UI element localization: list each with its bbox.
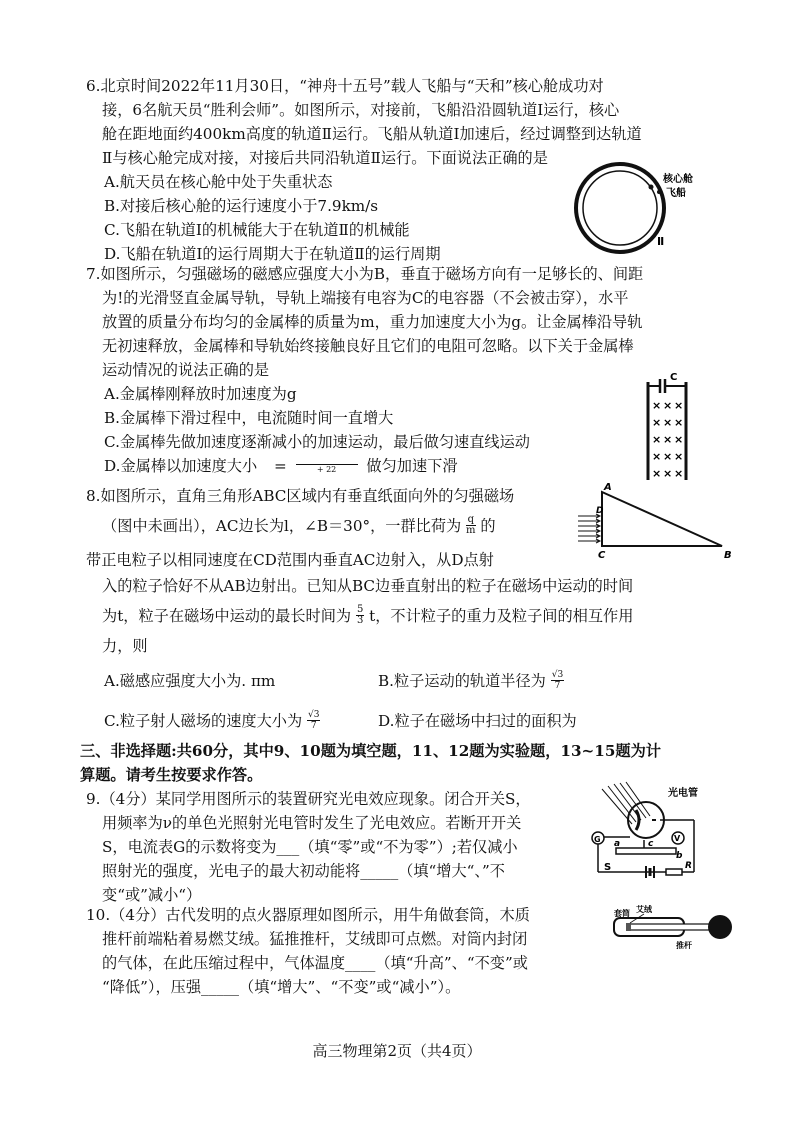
q8-time-denominator: 3	[356, 614, 364, 626]
q6-fig-core-label: 核心舱	[663, 174, 693, 185]
page-footer: 高三物理第2页（共4页）	[312, 1042, 482, 1060]
q8-time-numerator: 5	[356, 603, 364, 615]
q9-fig-resistor-label: R	[685, 861, 692, 871]
q7-field-cross: ×	[652, 450, 662, 463]
q8-line-5	[102, 605, 633, 628]
q7-line-4: 无初速释放，金属棒和导轨始终接触良好且它们的电阻可忽略。以下关于金属棒	[102, 337, 634, 355]
q7-field-cross: ×	[652, 467, 662, 480]
q9-fig-switch-label: S	[604, 862, 612, 873]
q8-fig-label-b: B	[724, 550, 732, 561]
q8-ratio-numerator: q	[467, 513, 474, 525]
q9-fig-title: 光电管	[668, 788, 698, 799]
q8-triangle-figure	[578, 482, 738, 561]
q8-line-1: 8.如图所示，直角三角形ABC区域内有垂直纸面向外的匀强磁场	[86, 487, 515, 505]
q8-option-c-denominator: 7	[310, 720, 317, 731]
q8-line-5-prefix: 为t，粒子在磁场中运动的最长时间为	[102, 607, 352, 625]
q7-option-b: B.金属棒下滑过程中，电流随时间一直增大	[104, 409, 394, 427]
q6-option-a: A.航天员在核心舱中处于失重状态	[104, 173, 333, 191]
q7-field-cross: ×	[674, 416, 684, 429]
q7-option-d-prefix: D.金属棒以加速度大小	[104, 457, 258, 475]
q8-line-6: 力，则	[102, 637, 148, 655]
q10-fire-piston-figure	[612, 906, 732, 950]
q6-line-1: 6.北京时间2022年11月30日，“神舟十五号”载人飞船与“天和”核心舱成功对	[86, 77, 604, 95]
q8-option-c	[104, 710, 320, 733]
q6-option-c: C.飞船在轨道Ⅰ的机械能大于在轨道Ⅱ的机械能	[104, 221, 410, 239]
q7-field-cross: ×	[663, 399, 673, 412]
q8-fig-label-d: D	[596, 506, 604, 516]
q7-line-3: 放置的质量分布均匀的金属棒的质量为m，重力加速度大小为g。让金属棒沿导轨	[102, 313, 643, 331]
q7-option-a: A.金属棒刚释放时加速度为g	[104, 385, 297, 403]
q6-line-3: 舱在距地面约400km高度的轨道Ⅱ运行。飞船从轨道Ⅰ加速后，经过调整到达轨道	[102, 125, 642, 143]
q9-line-4: 照射光的强度，光电子的最大初动能将_____（填“增大“、”不	[102, 862, 505, 880]
q8-line-2	[102, 515, 496, 538]
q10-fig-tube-label: 套筒	[614, 909, 630, 918]
q6-fig-orbit-label: Ⅱ	[657, 235, 665, 248]
q10-line-3: 的气体，在此压缩过程中，气体温度____（填“升高”、“不变”或	[102, 954, 528, 972]
q7-field-cross: ×	[674, 433, 684, 446]
q6-option-b: B.对接后核心舱的运行速度小于7.9km/s	[104, 197, 379, 215]
section3-heading-line-1: 三、非选择题:共60分，其中9、10题为填空题，11、12题为实验题，13~15题为计	[80, 742, 661, 760]
q6-line-2: 接，6名航天员“胜利会师”。如图所示，对接前，飞船沿沿圆轨道Ⅰ运行，核心	[102, 101, 620, 119]
q7-field-cross: ×	[652, 416, 662, 429]
q8-option-d: D.粒子在磁场中扫过的面积为	[378, 712, 577, 730]
q9-line-2: 用频率为ν的单色光照射光电管时发生了光电效应。若断开开关	[102, 814, 522, 832]
q7-fig-capacitor-label: C	[670, 372, 678, 383]
q10-fig-rod-label: 推杆	[676, 941, 692, 950]
q7-option-d-denominator: + 22	[316, 465, 337, 474]
q8-option-b-denominator: 7	[554, 680, 561, 691]
q7-option-c: C.金属棒先做加速度逐渐减小的加速运动，最后做匀速直线运动	[104, 433, 530, 451]
q7-field-cross: ×	[663, 416, 673, 429]
q6-orbit-figure	[560, 160, 693, 255]
q7-field-cross: ×	[663, 433, 673, 446]
q8-line-4: 入的粒子恰好不从AB边射出。已知从BC边垂直射出的粒子在磁场中运动的时间	[102, 577, 634, 595]
q7-option-d-suffix: 做匀加速下滑	[366, 457, 458, 475]
q6-fig-ship-label: 飞船	[666, 188, 686, 199]
q7-field-cross: ×	[674, 450, 684, 463]
q7-rail-figure	[634, 372, 694, 482]
q9-fig-voltmeter-label: V	[674, 834, 681, 843]
q8-ratio-denominator: m	[466, 524, 476, 536]
q7-option-d-equals: =	[273, 457, 287, 475]
q7-field-cross: ×	[652, 433, 662, 446]
q9-photoelectric-figure	[586, 780, 706, 885]
q8-option-c-prefix: C.粒子射人磁场的速度大小为	[104, 712, 303, 730]
q6-option-d: D.飞船在轨道Ⅰ的运行周期大于在轨道Ⅱ的运行周期	[104, 245, 441, 263]
q8-line-2-prefix: （图中未画出），AC边长为l，∠B＝30°，一群比荷为	[102, 517, 462, 535]
q8-line-5-suffix: t，不计粒子的重力及粒子间的相互作用	[369, 607, 634, 625]
q8-option-c-numerator: √3	[308, 709, 320, 720]
q7-field-cross: ×	[663, 450, 673, 463]
section3-heading-line-2: 算题。请考生按要求作答。	[80, 766, 263, 784]
q7-field-cross: ×	[674, 399, 684, 412]
q8-option-b	[378, 670, 564, 693]
q9-line-3: S，电流表G的示数将变为___（填“零”或“不为零”）;若仅减小	[102, 838, 518, 856]
q9-fig-galvanometer-label: G	[594, 835, 601, 844]
q10-line-2: 推杆前端粘着易燃艾绒。猛推推杆，艾绒即可点燃。对筒内封闭	[102, 930, 528, 948]
q9-fig-label-a: a	[614, 839, 621, 849]
q7-option-d	[104, 455, 458, 477]
q7-line-2: 为!的光滑竖直金属导轨，导轨上端接有电容为C的电容器（不会被击穿），水平	[102, 289, 629, 307]
q7-field-cross: ×	[663, 467, 673, 480]
q8-option-a: A.磁感应强度大小为. πm	[104, 672, 276, 690]
q8-fig-label-a: A	[604, 482, 612, 493]
q9-fig-label-b: b	[676, 851, 683, 861]
q7-line-5: 运动情况的说法正确的是	[102, 361, 270, 379]
q9-fig-label-c: c	[648, 839, 654, 849]
q7-field-cross: ×	[652, 399, 662, 412]
q8-option-b-prefix: B.粒子运动的轨道半径为	[378, 672, 546, 690]
q9-line-5: 变“或”减小“）	[102, 886, 202, 904]
q7-line-1: 7.如图所示，匀强磁场的磁感应强度大小为B，垂直于磁场方向有一足够长的、间距	[86, 265, 644, 283]
q8-line-2-suffix: 的	[480, 517, 496, 535]
q8-line-3: 带正电粒子以相同速度在CD范围内垂直AC边射入，从D点射	[86, 551, 494, 569]
q6-line-4: Ⅱ与核心舱完成对接，对接后共同沿轨道Ⅱ运行。下面说法正确的是	[102, 149, 548, 167]
q10-fig-moxa-label: 艾绒	[636, 905, 652, 914]
q8-fig-label-c: C	[598, 550, 606, 561]
q10-line-4: “降低”），压强_____（填“增大”、“不变”或“减小”）。	[102, 978, 461, 996]
q7-field-cross: ×	[674, 467, 684, 480]
q8-option-b-numerator: √3	[551, 669, 564, 680]
q10-line-1: 10.（4分）古代发明的点火器原理如图所示，用牛角做套筒，木质	[86, 906, 530, 924]
q9-line-1: 9.（4分）某同学用图所示的装置研究光电效应现象。闭合开关S，	[86, 790, 531, 808]
